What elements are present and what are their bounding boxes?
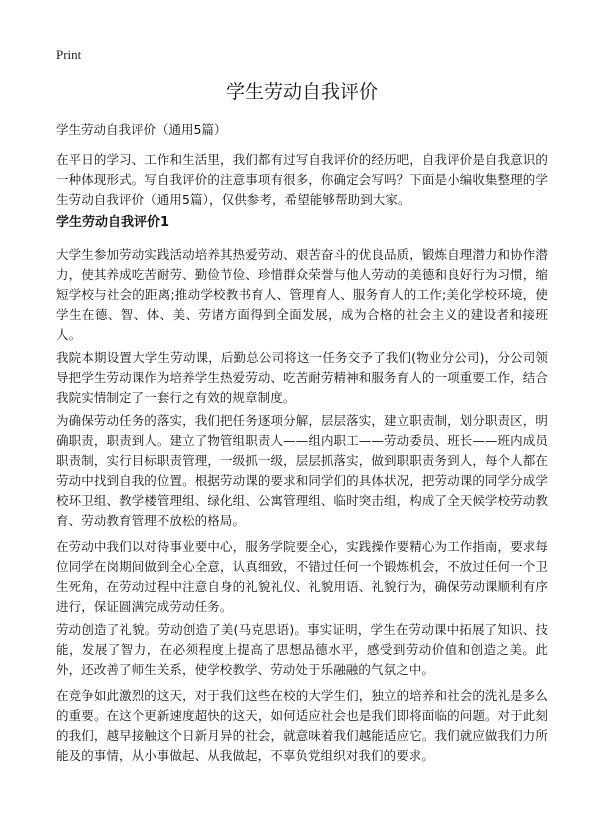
- document-subtitle: 学生劳动自我评价（通用5篇）: [56, 122, 227, 137]
- print-link[interactable]: Print: [56, 47, 82, 62]
- page-title: 学生劳动自我评价: [225, 81, 378, 103]
- body-paragraph: 我院本期设置大学生劳动课，后勤总公司将这一任务交予了我们(物业分公司)，分公司领导把学生劳动课作为培养学生热爱劳动、吃苦耐劳精神和服务育人的一项重要工作，结合我院实情制定了一套行之有效的规章制度。: [56, 350, 548, 405]
- body-paragraph: 大学生参加劳动实践活动培养其热爱劳动、艰苦奋斗的优良品质，锻炼自理潜力和协作潜力，使其养成吃苦耐劳、勤俭节俭、珍惜群众荣誉与他人劳动的美德和良好行为习惯，缩短学校与社会的距离;推动学校教书育人、管理育人、服务育人的工作;美化学校环境，使学生在德、智、体、美、劳诸方面得到全面发展，成为合格的社会主义的建设者和接班人。: [56, 247, 548, 342]
- section-heading: 学生劳动自我评价1: [56, 215, 170, 230]
- intro-paragraph: 在平日的学习、工作和生活里，我们都有过写自我评价的经历吧，自我评价是自我意识的一种体现形式。写自我评价的注意事项有很多，你确定会写吗？下面是小编收集整理的学生劳动自我评价（通用5篇），仅供参考，希望能够帮助到大家。: [56, 152, 548, 207]
- body-paragraph: 在竞争如此激烈的这天，对于我们这些在校的大学生们，独立的培养和社会的洗礼是多么的重要。在这个更新速度超快的这天，如何适应社会也是我们即将面临的问题。对于此刻的我们，越早接触这个日新月异的社会，就意味着我们越能适应它。我们就应做我们力所能及的事情，从小事做起、从我做起，不辜负党组织对我们的要求。: [56, 688, 548, 763]
- body-paragraph: 在劳动中我们以对待事业要中心，服务学院要全心，实践操作要精心为工作指南，要求每位同学在岗期间做到全心全意，认真细致，不错过任何一个锻炼机会，不放过任何一个卫生死角，在劳动过程中注意自身的礼貌礼仪、礼貌用语、礼貌行为，确保劳动课顺利有序进行，保证圆满完成劳动任务。: [56, 539, 548, 614]
- body-paragraph: 劳动创造了礼貌。劳动创造了美(马克思语)。事实证明，学生在劳动课中拓展了知识、技能，发展了智力，在必须程度上提高了思想品德水平，感受到劳动价值和创造之美。此外，还改善了师生关系，使学校教学、劳动处于乐融融的气氛之中。: [56, 622, 548, 677]
- body-paragraph: 为确保劳动任务的落实，我们把任务逐项分解，层层落实，建立职责制，划分职责区，明确职责，职责到人。建立了物管组职责人——组内职工——劳动委员、班长——班内成员职责制，实行目标职责管理，一级抓一级，层层抓落实，做到职职责务到人，每个人都在劳动中找到自我的位置。根据劳动课的要求和同学们的具体状况，把劳动课的同学分成学校环卫组、教学楼管理组、绿化组、公寓管理组、临时突击组，构成了全天候学校劳动教育、劳动教育管理不放松的格局。: [56, 413, 548, 528]
